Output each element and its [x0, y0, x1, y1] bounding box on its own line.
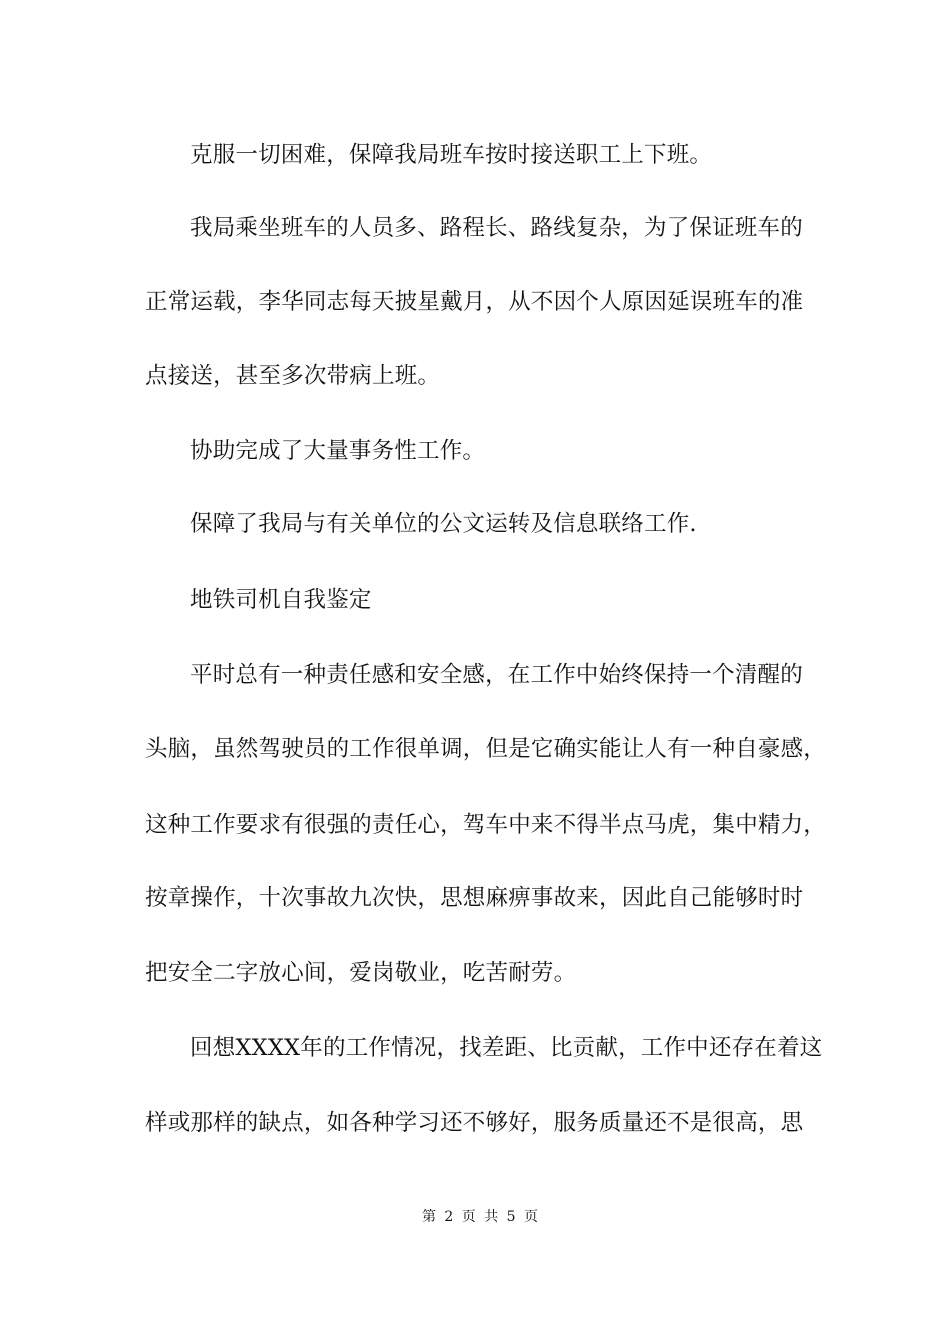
text-line: 这种工作要求有很强的责任心，驾车中来不得半点马虎，集中精力， [145, 812, 827, 838]
text-line: 回想XXXX年的工作情况，找差距、比贡献，工作中还存在着这 [190, 1035, 823, 1061]
text-line: 保障了我局与有关单位的公文运转及信息联络工作. [190, 511, 697, 537]
page-number-footer: 第 2 页 共 5 页 [421, 1209, 541, 1225]
text-line: 协助完成了大量事务性工作。 [190, 438, 486, 464]
text-line: 克服一切困难，保障我局班车按时接送职工上下班。 [190, 142, 713, 168]
text-line: 按章操作，十次事故九次快，思想麻痹事故来，因此自己能够时时 [145, 885, 804, 911]
text-line: 平时总有一种责任感和安全感，在工作中始终保持一个清醒的 [190, 662, 803, 688]
text-line: 头脑，虽然驾驶员的工作很单调，但是它确实能让人有一种自豪感， [145, 736, 827, 762]
text-line: 点接送，甚至多次带病上班。 [145, 363, 441, 389]
text-line: 样或那样的缺点，如各种学习还不够好，服务质量还不是很高，思 [145, 1110, 804, 1136]
text-line: 把安全二字放心间，爱岗敬业，吃苦耐劳。 [145, 960, 577, 986]
text-line: 正常运载，李华同志每天披星戴月，从不因个人原因延误班车的准 [145, 289, 804, 315]
text-line: 我局乘坐班车的人员多、路程长、路线复杂，为了保证班车的 [190, 215, 803, 241]
section-heading: 地铁司机自我鉴定 [190, 587, 372, 613]
